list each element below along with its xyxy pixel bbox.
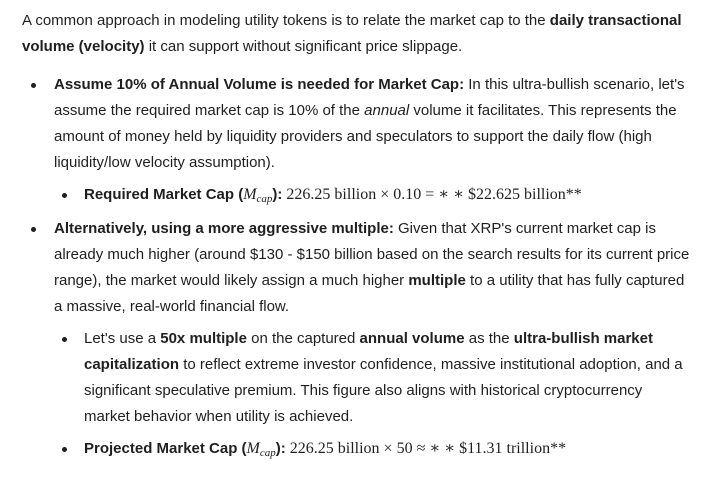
main-bullet-list [22, 72, 690, 462]
list-item [54, 326, 690, 430]
sub-text: on the captured [246, 330, 360, 347]
intro-bold-term: daily transactional volume (velocity) [22, 12, 682, 55]
intro-paragraph [22, 8, 690, 60]
symbol-subscript: cap [259, 447, 276, 459]
formula-expression: 226.25 billion × 0.10 = ∗ ∗ $22.625 billion** [282, 186, 582, 203]
item-text: Given that XRP's current market cap is already much higher (around $130 - $150 billion based on the search results for its current price range), the market would likely assign a much higher [54, 220, 690, 289]
formula-label-end: ): [275, 440, 286, 457]
formula-expression: 226.25 billion × 50 ≈ ∗ ∗ $11.31 trillion** [285, 440, 567, 457]
formula-label: Required Market Cap ( [84, 186, 244, 203]
list-item [54, 436, 690, 462]
symbol-subscript: cap [256, 193, 273, 205]
intro-text-end: it can support without significant price slippage. [144, 38, 463, 55]
list-item [22, 72, 690, 208]
bullet-icon [31, 83, 36, 88]
item-bold-term: multiple [408, 272, 466, 289]
list-item [54, 182, 690, 208]
bullet-icon [62, 337, 67, 342]
sub-bold-term: ultra-bullish market capitalization [84, 330, 653, 373]
symbol-letter: M [246, 440, 260, 457]
item-text-end: volume it facilitates. This represents the amount of money held by liquidity providers and speculators to support the daily flow (high liquidity/low velocity assumption). [54, 102, 677, 171]
sub-bullet-list [54, 326, 690, 462]
symbol-letter: M [243, 186, 257, 203]
list-item [22, 216, 690, 462]
item-emphasis: annual [364, 102, 410, 119]
bullet-icon [31, 227, 36, 232]
item-heading: Assume 10% of Annual Volume is needed for Market Cap: [54, 76, 465, 93]
formula-label: Projected Market Cap ( [84, 440, 247, 457]
bullet-icon [62, 447, 67, 452]
sub-text: as the [464, 330, 514, 347]
sub-bold-term: annual volume [359, 330, 465, 347]
sub-bullet-list [54, 182, 690, 208]
formula-symbol [243, 186, 272, 203]
formula-symbol [247, 440, 276, 457]
sub-text: Let's use a [84, 330, 161, 347]
intro-text: A common approach in modeling utility tokens is to relate the market cap to the [22, 12, 550, 29]
formula-label-end: ): [272, 186, 283, 203]
item-heading: Alternatively, using a more aggressive multiple: [54, 220, 394, 237]
item-text-end: to a utility that has fully captured a massive, real-world financial flow. [54, 272, 685, 315]
sub-bold-term: 50x multiple [160, 330, 247, 347]
bullet-icon [62, 193, 67, 198]
item-text: In this ultra-bullish scenario, let's assume the required market cap is 10% of the [54, 76, 685, 119]
sub-text-end: to reflect extreme investor confidence, massive institutional adoption, and a significant speculative premium. This figure also aligns with historical cryptocurrency market behavior when utility is achieved. [84, 356, 683, 425]
